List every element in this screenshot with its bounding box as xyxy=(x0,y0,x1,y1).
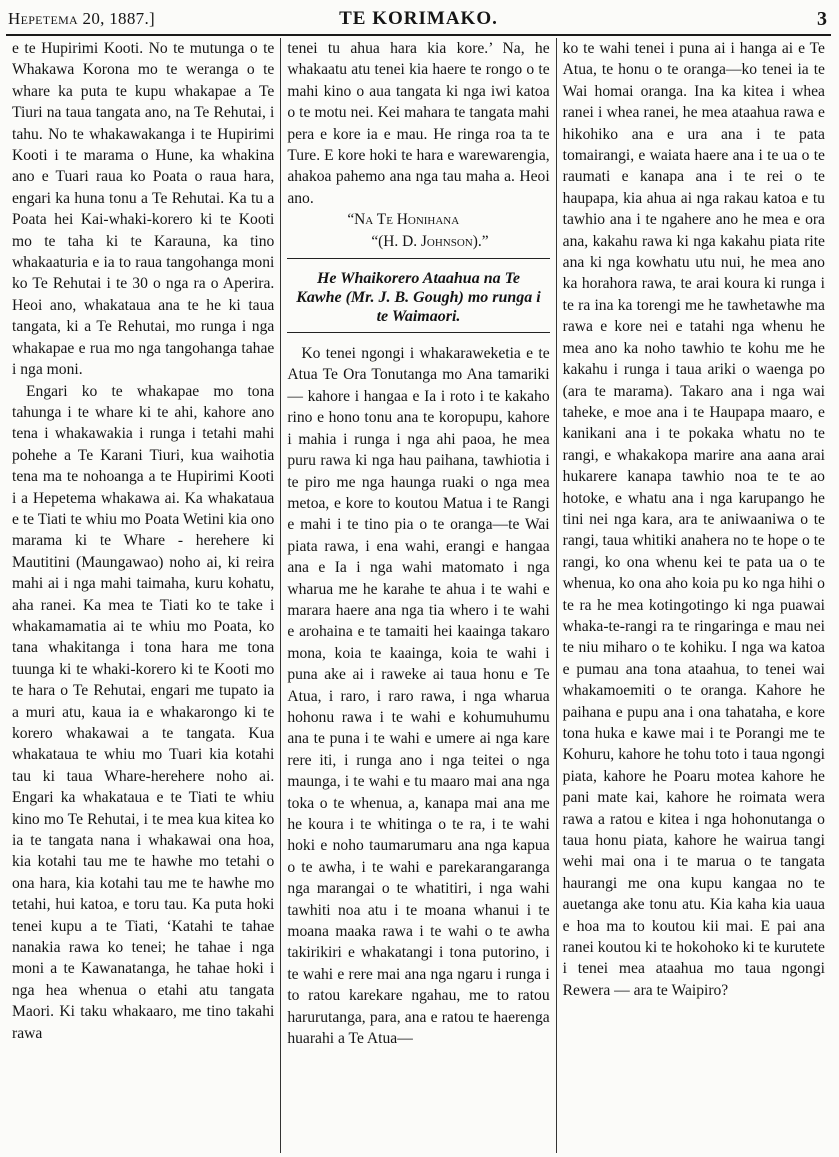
article-paragraph: e te Hupirimi Kooti. No te mutunga o te Whakawa Korona mo te weranga o te whare ka puta te kupu whakapae a Te Tiuri na taua tangata ano, na Te Rehutai, i tahu. No te whakawakanga i te Hupirimi Kooti i te marama o Hune, ka whakina ano e Tuari raua ko Poata o raua hara, engari ka huna tonu a Te Rehutai. Ka tu a Poata hei Kai-whaki-korero ki te Kooti mo te taha ki te Karauna, ka tino whakaaturia e ia to raua tangohanga moni ko Te Rehutai i te 30 o nga ra o Aperira. Heoi ano, whakataua ana te he ki taua tangata, ki a Te Rehutai, mo runga i nga whakapae e rua mo nga tangohanga tahae i nga moni. xyxy=(12,40,275,379)
column-1 xyxy=(6,38,280,1153)
article-columns xyxy=(6,38,831,1153)
column-3 xyxy=(556,38,831,1153)
section-divider xyxy=(287,258,549,259)
article-paragraph: tenei tu ahua hara kia kore.’ Na, he whakaatu atu tenei kia haere te rongo o te mahi kino o aua tangata ki nga iwi katoa o te motu nei. Kei mahara te tangata mahi pera e kore ia e mau. He ringa roa ta te Ture. E kore hoki te hara e warewarengia, ahakoa pahemo ana nga tau maha a. Heoi ano. xyxy=(287,40,550,207)
issue-date: Hepetema 20, 1887.] xyxy=(8,9,155,28)
article-heading: He Whaikorero Ataahua na Te Kawhe (Mr. J. B. Gough) mo runga i te Waimaori. xyxy=(287,265,549,333)
newspaper-title: TE KORIMAKO. xyxy=(339,8,498,29)
signature-name: “Na Te Honihana xyxy=(347,211,460,229)
article-paragraph: Ko tenei ngongi i whakaraweketia e te Atua Te Ora Tonutanga mo Ana tamariki — kahore i hangaa e Ia i roto i te kakaho rino e hono tonu ana te koropupu, kahore i mahia i runga i nga ahi paoa, he mea puru rawa ki nga hau paihana, tawhiotia i te piro me nga haunga ruaki o nga mea metoa, e kore to koutou Matua i te Rangi e mahi i te tino pia o te oranga—te Wai piata rawa, i ena wahi, erangi e hangaa ana e Ia i nga wahi matomato i nga wharua me he karahe te ahua i te wahi e marara haere ana nga tia whero i te wahi e arohaina e te tamaiti hei kaainga takaro mona, koia te kaainga, koia te wahi i puna ake ai i raweke ai taua honu e Te Atua, i raro, i raro rawa, i nga wharua hohonu rawa i te wahi e kohumuhumu ana te puna i te wahi e umere ai nga kare rere iti, i runga ano i nga teitei o nga maunga, i te wahi e tu maaro mai ana nga toka o te whenua, a, kanapa mai ana me he koura i te whitinga o te ra, i te wahi hoki e noho taumarumaru ana nga kapua o te awha, i te wahi e parekarangaranga nga marangai o te whatitiri, i nga wahi tawhiti noa atu i te moana whanui i te moana maaka rawa i te wahi o te awha takirikiri e whakatangi i tona putorino, i te wahi e rere mai ana nga ngaru i runga i to ratou karekare ngahau, me to ratou harurutanga, para, ana e ratou te haerenga huarahi a Te Atua— xyxy=(287,345,550,1048)
article-paragraph: ko te wahi tenei i puna ai i hanga ai e Te Atua, te honu o te oranga—ko tenei ia te Wai homai oranga. Ina ka kitea i whea ranei i whea ranei, he mea ataahua rawa e hikohiko ana e ura ana i te pata tomairangi, e waiata haere ana i te ua o te raumati e kanapa ana i te rei o te haupapa, kia ahua ai nga rakau katoa e tu tawhio ana i te ngahere ano he mea e ora ana, kakahu rawa ki nga kakahu piata rite ana ki nga kowhatu utu nui, he mea ano ka horahora rawa, te arai koura ki runga i te ra ina ka torengi me he tawhetawhe ma rawa e kore nei e tatahi nga whenu he mea ano ka noho tawhio te kohu me he kakahu i runga i taua ariki o waenga po (ara te marama). Takaro ana i nga wai taheke, e moe ana i te Haupapa maaro, e kanikani ana i te pokaka whatu no te rangi, e whakakopa marire ana aana arai hukarere kanapa tawhio noa te te ao hotoke, e whatu ana i nga karupango he tini nei nga kara, ara te aniwaaniwa o te rangi, taua whitiki anahera no te hope o te rangi, ko ona whenu kei te pata ua o te whenua, ko ona aho koia pu ko nga hihi o te ra he mea kotingotingo ki nga puawai whaka-te-rangi ra te ringaringa e mau nei te niu miharo o te kohiku. I nga wa katoa e pumau ana tona ataahua, to tenei wai whakamoemiti o te oranga. Kahore he paihana e pupu ana i ona tahataha, e kore tona huka e kawe mai i te Porangi me te Kohuru, kahore he tohu toto i taua ngongi piata, kahore he Poaru motea kahore he pani mate kai, kahore he roimata wera rawa a ratou e kitea i nga hohonutanga o taua honu piata, kahore he wairua tangi wehi mai ona i te marua o te tangata haurangi me ona kupu kangaa no te auetanga ake tonu atu. Kia kaha kia uaua e hoa ma to koutou kii mai. E pai ana ranei koutou ki te hokohoko ki te kurutete i tenei mea ataahua mo taua ngongi Rewera — ara te Waipiro? xyxy=(562,40,825,999)
page-number: 3 xyxy=(817,8,827,30)
article-paragraph: Engari ko te whakapae mo tona tahunga i te whare ki te ahi, kahore ano tena i whakawakia i runga i tetahi mahi pohehe a Te Karani Tiuri, kua waihotia tena ma te nohoanga a te Hupirimi Kooti i a Hepetema whakawa ai. Ka whakataua e te Tiati te whiu mo Poata Wetini kia ono marama ki te Whare - herehere ki Mautitini (Maungawao) noho ai, ki reira mahi ai i nga mahi taimaha, kuru kohatu, aha ranei. Ka mea te Tiati ko te take i whakamamatia ai te whiu mo Poata, ko tana whakitanga i tona hara me tona tuunga ki te whaki-korero ki te Kooti mo te hara o Te Rehutai, engari me tupato ia a muri atu, kaua ia e whakarongo ki te korero whakawai a te tangata. Kua whakataua te whiu mo Tuari kia kotahi tau ki taua Whare-herehere noho ai. Engari ka whakataua e te Tiati te whiu kino mo Te Rehutai, i te mea kua kitea ko ia te tangata nana i whakawai ona hoa, kia kotahi tau me te hawhe mo tetahi o ona hara, kia kotahi tau me te hawhe mo tetahi, hui katoa, e toru tau. Ka puta hoki tenei kupu a te Tiati, ‘Katahi te tahae nanakia rawa ko tenei; he tahae i nga moni a te Kawanatanga, he tahae hoki i nga hea whenua o etahi atu tangata Maori. Ki taku whakaaro, me tino takahi rawa xyxy=(12,382,275,1042)
masthead xyxy=(6,4,831,36)
column-2 xyxy=(280,38,555,1153)
signature-english-name: “(H. D. Johnson).” xyxy=(371,232,489,250)
